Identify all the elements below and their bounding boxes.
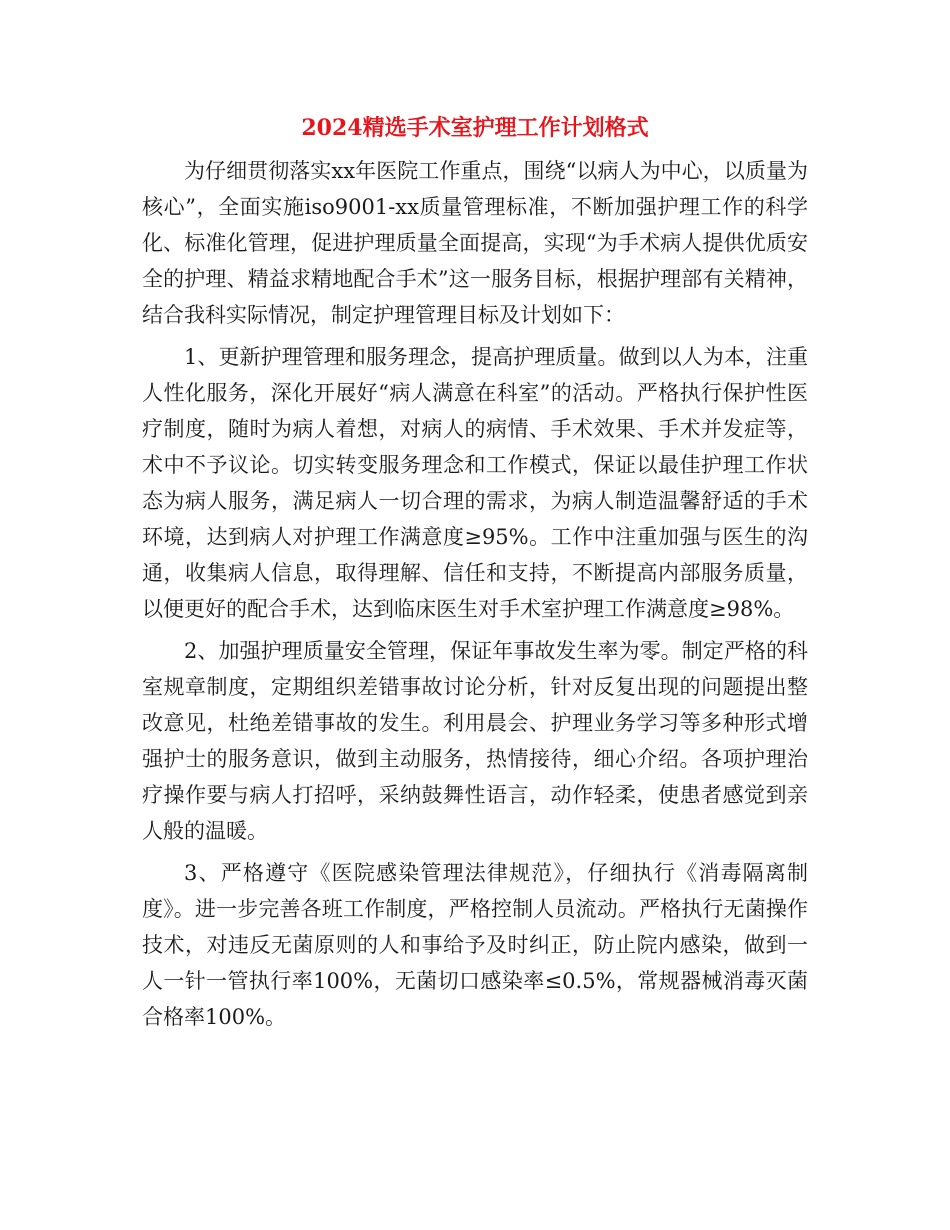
paragraph-item-1: 1、更新护理管理和服务理念，提高护理质量。做到以人为本，注重人性化服务，深化开展好“病人满意在科室”的活动。严格执行保护性医疗制度，随时为病人着想，对病人的病情、手术效果、手术并发症等，术中不予议论。切实转变服务理念和工作模式，保证以最佳护理工作状态为病人服务，满足病人一切合理的需求，为病人制造温馨舒适的手术环境，达到病人对护理工作满意度≥95%。工作中注重加强与医生的沟通，收集病人信息，取得理解、信任和支持，不断提高内部服务质量，以便更好的配合手术，达到临床医生对手术室护理工作满意度≥98%。	[142, 345, 808, 621]
paragraph-intro: 为仔细贯彻落实xx年医院工作重点，围绕“以病人为中心，以质量为核心”，全面实施iso9001-xx质量管理标准，不断加强护理工作的科学化、标准化管理，促进护理质量全面提高，实现“为手术病人提供优质安全的护理、精益求精地配合手术”这一服务目标，根据护理部有关精神，结合我科实际情况，制定护理管理目标及计划如下：	[142, 159, 808, 327]
paragraph-item-2: 2、加强护理质量安全管理，保证年事故发生率为零。制定严格的科室规章制度，定期组织差错事故讨论分析，针对反复出现的问题提出整改意见，杜绝差错事故的发生。利用晨会、护理业务学习等多种形式增强护士的服务意识，做到主动服务，热情接待，细心介绍。各项护理治疗操作要与病人打招呼，采纳鼓舞性语言，动作轻柔，使患者感觉到亲人般的温暖。	[142, 639, 808, 843]
paragraph-item-3: 3、严格遵守《医院感染管理法律规范》，仔细执行《消毒隔离制度》。进一步完善各班工作制度，严格控制人员流动。严格执行无菌操作技术，对违反无菌原则的人和事给予及时纠正，防止院内感染，做到一人一针一管执行率100%，无菌切口感染率≤0.5%，常规器械消毒灭菌合格率100%。	[142, 861, 808, 1029]
document-title: 2024精选手术室护理工作计划格式	[301, 115, 649, 141]
document-body	[142, 153, 808, 1041]
